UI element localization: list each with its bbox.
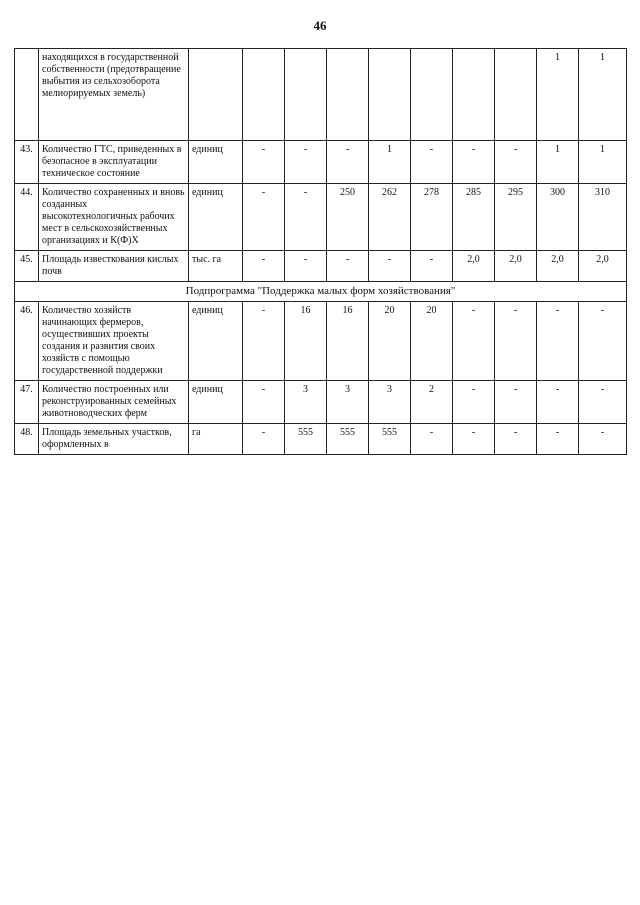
- value-cell: -: [495, 302, 537, 381]
- value-cell: 20: [411, 302, 453, 381]
- value-cell: -: [537, 302, 579, 381]
- value-cell: -: [243, 381, 285, 424]
- row-number: 46.: [15, 302, 39, 381]
- value-cell: -: [243, 302, 285, 381]
- unit-cell: тыс. га: [189, 251, 243, 282]
- value-cell: -: [537, 424, 579, 455]
- table-row: [15, 251, 627, 282]
- table-row: [15, 424, 627, 455]
- unit-cell: единиц: [189, 381, 243, 424]
- indicator-name: Количество сохраненных и вновь созданных высокотехнологичных рабочих мест в сельскохозяйственных организациях и К(Ф)Х: [39, 184, 189, 251]
- value-cell: -: [453, 141, 495, 184]
- row-number: 45.: [15, 251, 39, 282]
- indicator-name: находящихся в государственной собственности (предотвращение выбытия из сельхозоборота мелиорируемых земель): [39, 49, 189, 141]
- value-cell: [453, 49, 495, 141]
- value-cell: -: [285, 184, 327, 251]
- value-cell: -: [285, 141, 327, 184]
- indicator-name: Количество ГТС, приведенных в безопасное в эксплуатации техническое состояние: [39, 141, 189, 184]
- value-cell: -: [495, 424, 537, 455]
- value-cell: -: [495, 141, 537, 184]
- value-cell: 555: [327, 424, 369, 455]
- table-row: [15, 184, 627, 251]
- value-cell: -: [495, 381, 537, 424]
- row-number: [15, 49, 39, 141]
- value-cell: 262: [369, 184, 411, 251]
- indicator-name: Площадь земельных участков, оформленных в: [39, 424, 189, 455]
- subprogram-title: Подпрограмма "Поддержка малых форм хозяйствования": [15, 282, 627, 302]
- indicators-table: [14, 48, 627, 455]
- value-cell: [189, 49, 243, 141]
- value-cell: -: [411, 141, 453, 184]
- value-cell: 3: [369, 381, 411, 424]
- value-cell: -: [243, 141, 285, 184]
- table-row-continuation: [15, 49, 627, 141]
- value-cell: -: [411, 251, 453, 282]
- value-cell: [327, 49, 369, 141]
- unit-cell: единиц: [189, 184, 243, 251]
- value-cell: -: [285, 251, 327, 282]
- value-cell: -: [453, 381, 495, 424]
- value-cell: 285: [453, 184, 495, 251]
- value-cell: 2: [411, 381, 453, 424]
- value-cell: [495, 49, 537, 141]
- unit-cell: единиц: [189, 141, 243, 184]
- indicator-name: Площадь известкования кислых почв: [39, 251, 189, 282]
- value-cell: 278: [411, 184, 453, 251]
- value-cell: 295: [495, 184, 537, 251]
- value-cell: [285, 49, 327, 141]
- unit-cell: единиц: [189, 302, 243, 381]
- unit-cell: га: [189, 424, 243, 455]
- value-cell: -: [327, 251, 369, 282]
- rows-group-main: [15, 141, 627, 282]
- value-cell: -: [243, 424, 285, 455]
- value-cell: 20: [369, 302, 411, 381]
- row-number: 44.: [15, 184, 39, 251]
- value-cell: -: [579, 381, 627, 424]
- value-cell: 1: [579, 141, 627, 184]
- page-number: 46: [313, 18, 327, 33]
- indicator-name: Количество хозяйств начинающих фермеров, осуществивших проекты создания и развития своих хозяйств с помощью государственной поддержки: [39, 302, 189, 381]
- value-cell: -: [243, 251, 285, 282]
- row-number: 47.: [15, 381, 39, 424]
- value-cell: 2,0: [453, 251, 495, 282]
- value-cell: -: [243, 184, 285, 251]
- value-cell: 2,0: [495, 251, 537, 282]
- value-cell: -: [537, 381, 579, 424]
- value-cell: 3: [327, 381, 369, 424]
- value-cell: [369, 49, 411, 141]
- value-cell: 1: [537, 141, 579, 184]
- table-row: [15, 141, 627, 184]
- value-cell: 555: [285, 424, 327, 455]
- value-cell: 2,0: [579, 251, 627, 282]
- value-cell: 555: [369, 424, 411, 455]
- value-cell: 1: [537, 49, 579, 141]
- value-cell: -: [453, 302, 495, 381]
- value-cell: 3: [285, 381, 327, 424]
- value-cell: -: [453, 424, 495, 455]
- value-cell: -: [327, 141, 369, 184]
- value-cell: [243, 49, 285, 141]
- value-cell: 310: [579, 184, 627, 251]
- table-row: [15, 302, 627, 381]
- value-cell: -: [369, 251, 411, 282]
- value-cell: 250: [327, 184, 369, 251]
- value-cell: 16: [285, 302, 327, 381]
- table-row: [15, 381, 627, 424]
- rows-group-subprogram: [15, 302, 627, 455]
- row-number: 43.: [15, 141, 39, 184]
- value-cell: 2,0: [537, 251, 579, 282]
- value-cell: 300: [537, 184, 579, 251]
- value-cell: [411, 49, 453, 141]
- value-cell: -: [411, 424, 453, 455]
- indicator-name: Количество построенных или реконструированных семейных животноводческих ферм: [39, 381, 189, 424]
- value-cell: -: [579, 302, 627, 381]
- value-cell: 16: [327, 302, 369, 381]
- value-cell: -: [579, 424, 627, 455]
- value-cell: 1: [579, 49, 627, 141]
- row-number: 48.: [15, 424, 39, 455]
- value-cell: 1: [369, 141, 411, 184]
- subprogram-row: [15, 282, 627, 302]
